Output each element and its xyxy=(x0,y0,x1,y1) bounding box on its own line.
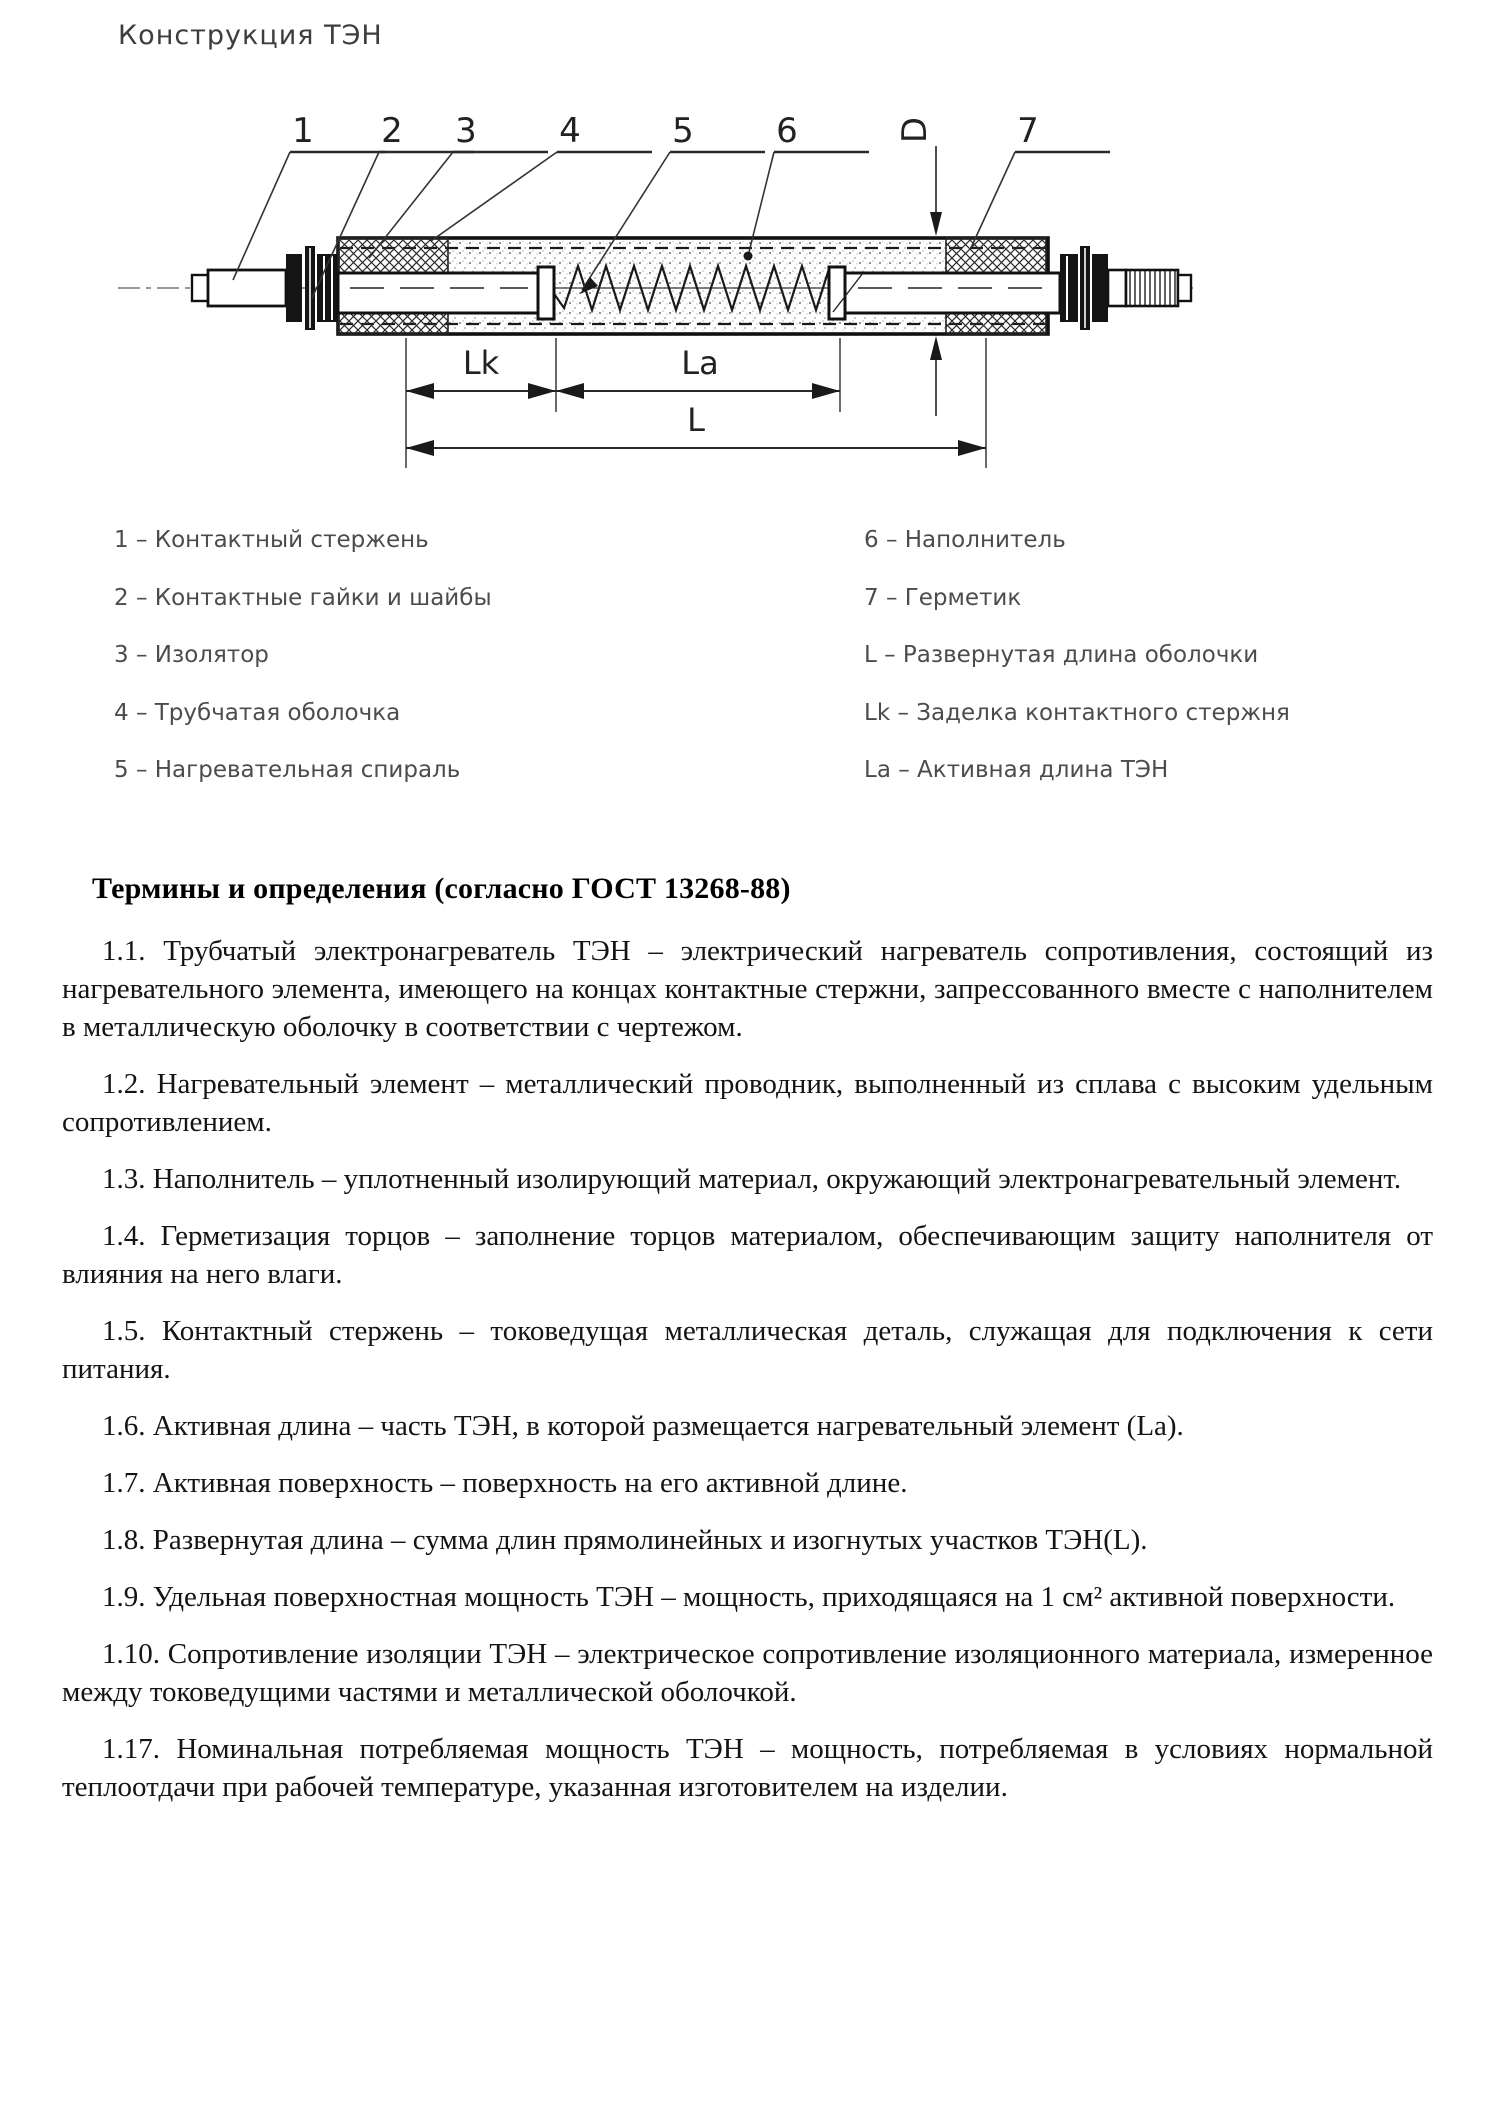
figure-title: Конструкция ТЭН xyxy=(118,20,383,51)
dimension-Lk xyxy=(406,344,556,399)
legend-item: 2 – Контактные гайки и шайбы xyxy=(114,584,492,611)
term-paragraph: 1.3. Наполнитель – уплотненный изолирующий материал, окружающий электронагревательный элемент. xyxy=(102,1163,1402,1195)
callout-7: 7 xyxy=(1017,111,1039,151)
legend-item: 3 – Изолятор xyxy=(114,642,269,668)
terms-section xyxy=(62,872,1433,1825)
term-paragraph: 1.8. Развернутая длина – сумма длин прямолинейных и изогнутых участков ТЭН(L). xyxy=(102,1524,1148,1556)
contact-nuts-right xyxy=(1060,246,1108,330)
l-label: L xyxy=(687,401,705,439)
callout-5: 5 xyxy=(672,111,694,151)
leader-6-dot xyxy=(744,252,753,261)
lk-label: Lk xyxy=(462,344,500,382)
contact-rod-right xyxy=(1108,270,1191,306)
legend-left-column xyxy=(114,527,492,815)
terms-heading: Термины и определения (согласно ГОСТ 13268-88) xyxy=(92,872,791,905)
legend-item: 5 – Нагревательная спираль xyxy=(114,757,461,783)
callout-6: 6 xyxy=(776,111,798,151)
callout-1: 1 xyxy=(292,111,314,151)
callout-3: 3 xyxy=(455,111,477,151)
callout-2: 2 xyxy=(381,111,403,151)
legend-item: Lk – Заделка контактного стержня xyxy=(864,699,1290,726)
term-paragraph: 1.7. Активная поверхность – поверхность на его активной длине. xyxy=(102,1467,908,1499)
legend-item: 4 – Трубчатая оболочка xyxy=(114,699,401,726)
legend-item: L – Развернутая длина оболочки xyxy=(864,642,1259,668)
term-paragraph: 1.1. Трубчатый электронагреватель ТЭН – электрический нагреватель сопротивления, состоящий из нагревательного элемента, имеющего на концах контактные стержни, запрессованного вместе с наполнителем в металлическую оболочку в соответствии с чертежом. xyxy=(62,935,1433,1043)
dimension-La xyxy=(556,344,840,399)
heater-construction-diagram xyxy=(88,60,1208,490)
term-paragraph: 1.4. Герметизация торцов – заполнение торцов материалом, обеспечивающим защиту наполнителя от влияния на него влаги. xyxy=(62,1220,1433,1290)
dimension-L xyxy=(406,401,986,456)
inner-tube-left xyxy=(338,267,554,319)
legend-item: La – Активная длина ТЭН xyxy=(864,757,1169,783)
inner-tube-right xyxy=(829,267,1060,319)
callout-4: 4 xyxy=(559,111,581,151)
term-paragraph: 1.2. Нагревательный элемент – металлический проводник, выполненный из сплава с высоким удельным сопротивлением. xyxy=(62,1068,1433,1138)
legend-item: 7 – Герметик xyxy=(864,584,1022,611)
term-paragraph: 1.5. Контактный стержень – токоведущая металлическая деталь, служащая для подключения к сети питания. xyxy=(62,1315,1433,1385)
part-callouts xyxy=(292,111,1039,151)
la-label: La xyxy=(681,344,719,382)
legend-right-column xyxy=(864,527,1290,815)
term-paragraph: 1.6. Активная длина – часть ТЭН, в которой размещается нагревательный элемент (La). xyxy=(102,1410,1184,1442)
contact-rod-left xyxy=(192,270,286,306)
term-paragraph: 1.9. Удельная поверхностная мощность ТЭН – мощность, приходящаяся на 1 см² активной поверхности. xyxy=(102,1581,1396,1613)
diameter-label: D xyxy=(895,116,935,144)
term-paragraph: 1.10. Сопротивление изоляции ТЭН – электрическое сопротивление изоляционного материала, измеренное между токоведущими частями и металлической оболочкой. xyxy=(62,1638,1433,1708)
legend-item: 6 – Наполнитель xyxy=(864,527,1066,553)
term-paragraph: 1.17. Номинальная потребляемая мощность ТЭН – мощность, потребляемая в условиях нормальной теплоотдачи при рабочей температуре, указанная изготовителем на изделии. xyxy=(62,1733,1433,1803)
legend-item: 1 – Контактный стержень xyxy=(114,527,429,553)
